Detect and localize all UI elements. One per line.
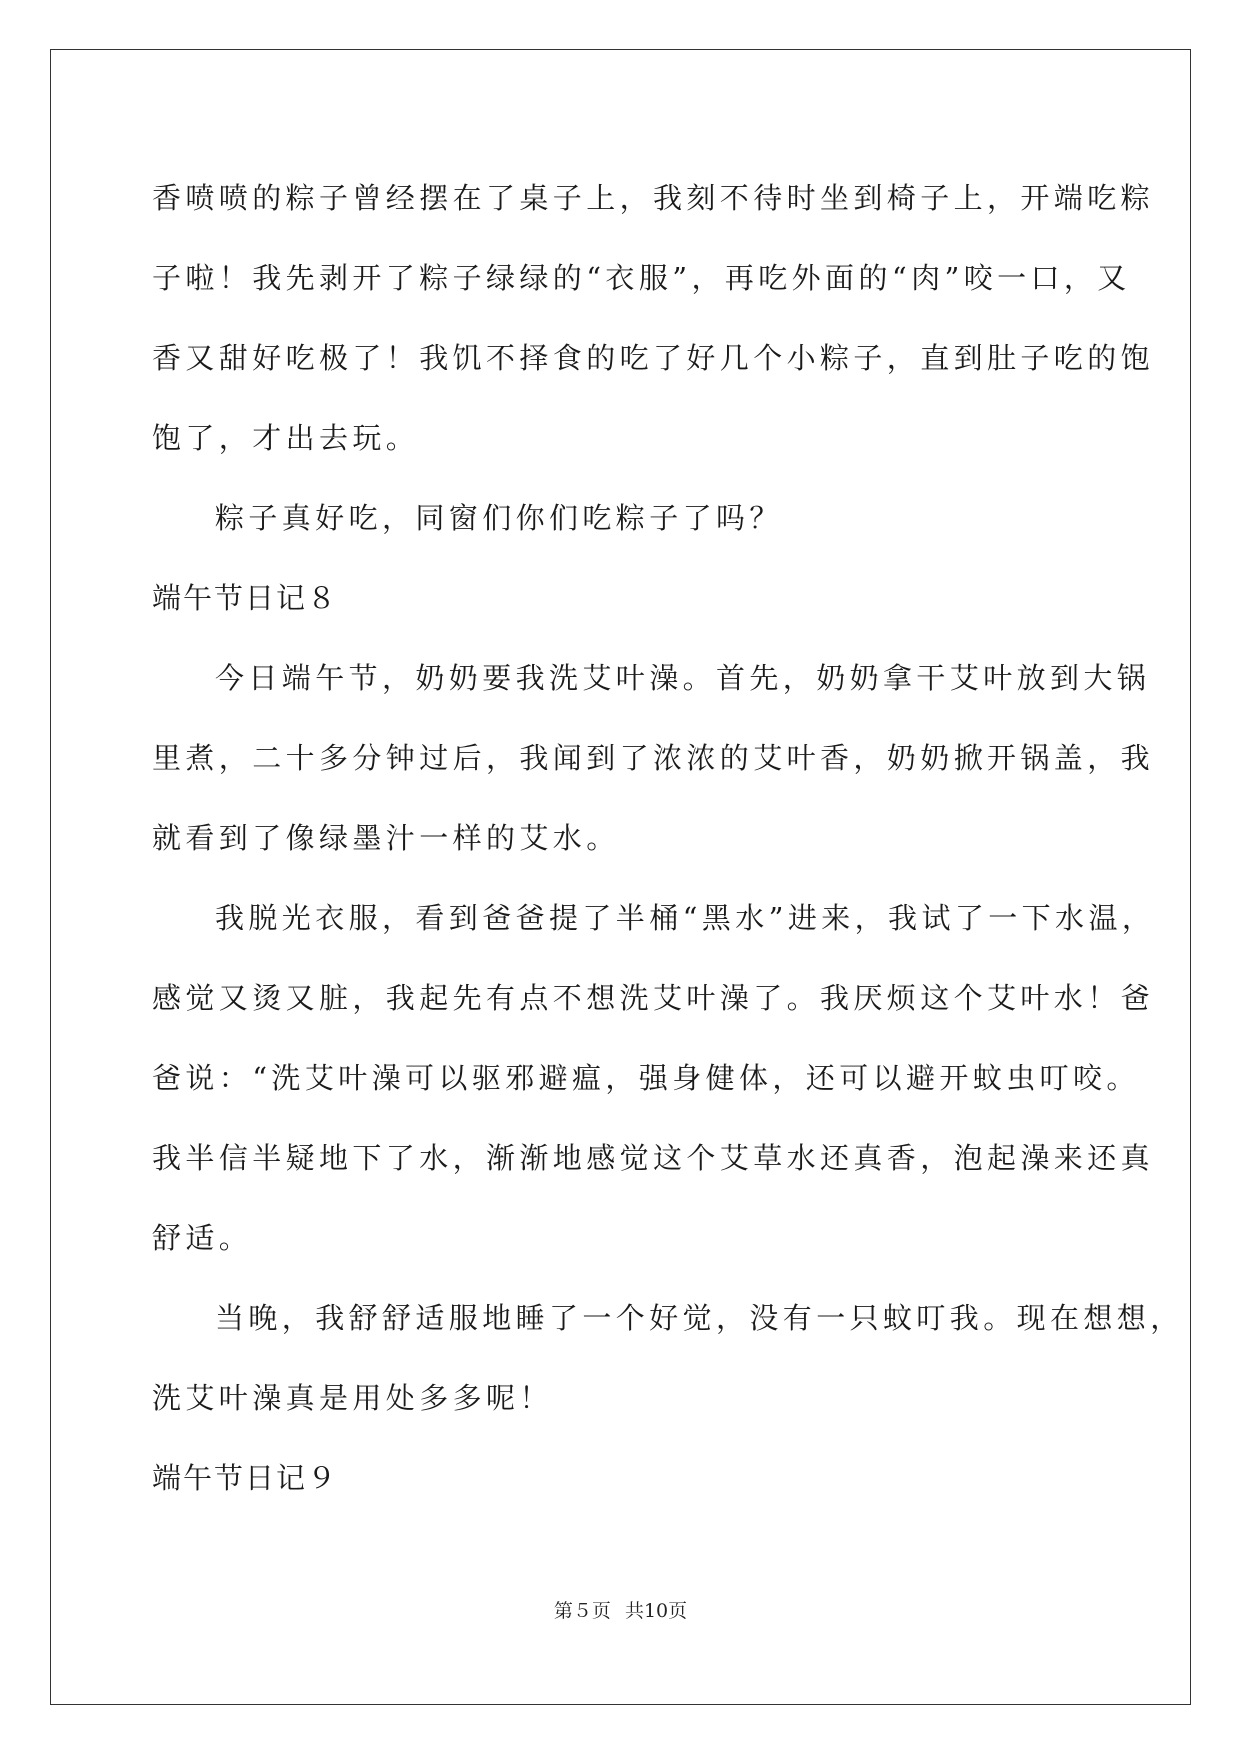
text-line-11: 感觉又烫又脏，我起先有点不想洗艾叶澡了。我厌烦这个艾叶水！爸 [152,981,1155,1015]
page-footer [0,1596,1241,1623]
text-line-12: 爸说：“洗艾叶澡可以驱邪避瘟，强身健体，还可以避开蚊虫叮咬。 [152,1061,1140,1095]
text-line-10: 我脱光衣服，看到爸爸提了半桶“黑水”进来，我试了一下水温， [215,901,1156,935]
text-line-5: 粽子真好吃，同窗们你们吃粽子了吗？ [215,501,783,535]
text-line-16: 洗艾叶澡真是用处多多呢！ [152,1381,553,1415]
page-number-total: 共10页 [624,1600,688,1622]
text-line-13: 我半信半疑地下了水，渐渐地感觉这个艾草水还真香，泡起澡来还真 [152,1141,1155,1175]
section-heading-8: 端午节日记８ [152,581,339,615]
text-line-2: 子啦！我先剥开了粽子绿绿的“衣服”，再吃外面的“肉”咬一口，又 [152,261,1131,295]
page-number-current: 第５页 [553,1600,611,1622]
text-line-7: 今日端午节，奶奶要我洗艾叶澡。首先，奶奶拿干艾叶放到大锅 [215,661,1151,695]
text-line-14: 舒适。 [152,1221,253,1255]
text-line-1: 香喷喷的粽子曾经摆在了桌子上，我刻不待时坐到椅子上，开端吃粽 [152,181,1155,215]
text-line-4: 饱了，才出去玩。 [152,421,420,455]
section-heading-9: 端午节日记９ [152,1461,339,1495]
text-line-8: 里煮，二十多分钟过后，我闻到了浓浓的艾叶香，奶奶掀开锅盖，我 [152,741,1155,775]
text-line-9: 就看到了像绿墨汁一样的艾水。 [152,821,620,855]
text-line-3: 香又甜好吃极了！我饥不择食的吃了好几个小粽子，直到肚子吃的饱 [152,341,1155,375]
text-line-15: 当晚，我舒舒适服地睡了一个好觉，没有一只蚊叮我。现在想想， [215,1301,1184,1335]
document-body [152,158,1184,1518]
